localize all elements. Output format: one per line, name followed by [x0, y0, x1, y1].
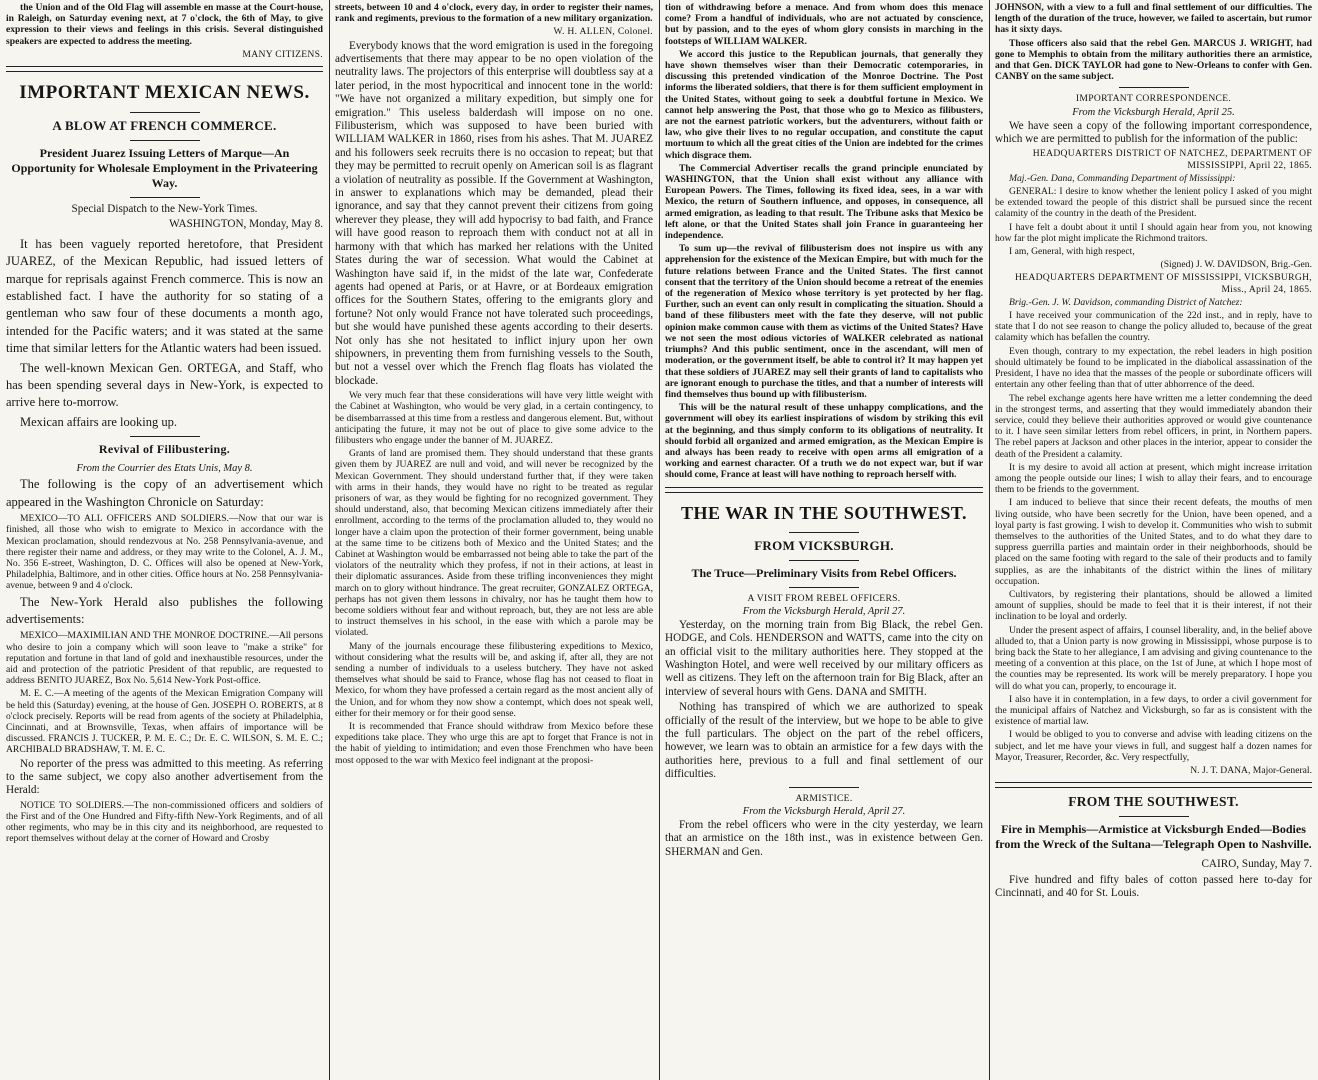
- deck-letters-of-marque: President Juarez Issuing Letters of Marque—An Opportunity for Wholesale Employment in the Privateering Way.: [11, 146, 318, 191]
- subhead-french-commerce: A BLOW AT FRENCH COMMERCE.: [52, 118, 277, 134]
- letter-paragraph: I also have it in contemplation, in a few days, to order a civil government for the municipal affairs of Natchez and Vicksburgh, so far as is consistent with the existence of martial law.: [995, 693, 1312, 728]
- dateline: WASHINGTON, Monday, May 8.: [169, 218, 323, 231]
- article-paragraph: This will be the natural result of these unhappy complications, and the government will obey its earliest inspirations of wisdom by striking this evil at the beginning, and thus simply conform to its obligations of neutrality. It should forbid all organized and armed emigration, as the Mexican Empire is and always has been ready to receive with open arms all emigration of a working and earnest character. Of a truth we do not expect war, but if war should come, France at least will have nothing to reproach herself with.: [665, 402, 983, 481]
- source-line: From the Vicksburgh Herald, April 27.: [742, 805, 906, 817]
- letter-addressee: Brig.-Gen. J. W. Davidson, commanding District of Natchez:: [1009, 296, 1243, 308]
- article-paragraph: It has been vaguely reported heretofore, that President JUAREZ, of the Mexican Republic, had issued letters of marque for reprisals against French commerce. This is now an established fact. I have the authority for so stating of a gentleman who saw four of these documents a month ago, intended for the Pacific waters; and it was stated at the same time that similar letters for the Atlantic waters had been issued.: [6, 236, 323, 356]
- article-paragraph: Many of the journals encourage these filibustering expeditions to Mexico, without considering what the results will be, and asking if, after all, they are not sending a number of individuals to a useless butchery. They have not asked themselves what should be said to France, whose flag has not ceased to float in Mexico, for whom they have professed a certain regard as the most ancient ally of the Union, and for whom they now show a contempt, which does not speak well, either for their memory or for their good sense.: [335, 640, 653, 719]
- short-divider: [789, 787, 859, 788]
- section-title: ARMISTICE.: [795, 792, 853, 804]
- letter-heading: HEADQUARTERS DISTRICT OF NATCHEZ, DEPARTMENT OF MISSISSIPPI, April 22, 1865.: [1032, 148, 1312, 171]
- article-paragraph: Grants of land are promised them. They should understand that these grants given them by JUAREZ are null and void, and will never be recognized by the Mexican Government. They should understand further that, if they were taken with arms in their hands, they would have no right to be treated as regular prisoners of war, as they would be fighting for no recognized government. They should understand, also, that becoming Mexican citizens immediately after their enrollment, according to the terms of the proclamation alluded to, they would no longer have a claim upon the protection of their former government, being unable at the same time to be citizens both of Mexico and the United States; and the Cabinet at Washington would be embarrassed not being able to take the part of the violators of the neutrality which they profess, if not in their actions, at least in their diplomatic assurances. Aside from these trifling inconveniences they might march on to glory without hindrance. The great recruiter, GONZALEZ ORTEGA, perhaps has not given them lessons in chivalry, nor has he taught them how to become soldiers without fear and without reproach, but, they are not less are able to instruct themselves in his school, in the ease with which a parole may be violated.: [335, 448, 653, 639]
- article-paragraph: To sum up—the revival of filibusterism does not inspire us with any apprehension for the existence of the Mexican Empire, but with much for the future relations between France and the United States. The first cannot consent that the territory of the Union should become a retreat of the enemies of the regeneration of Mexico whose territory is yet protected by her flag. Further, such an event can only result in complicating the situation. Should a band of these filibusters meet with the fate they deserve, will not public opinion make common cause with them as victims of the United States? Have we not seen the most odious victories of WALKER celebrated as national triumphs? And this public sentiment, once in the ascendant, will men of moderation, or the government itself, be able to control it? It may happen yet that these soldiers of JUAREZ may sell their grants of land to capitalists who are ignorant enough to purchase the titles, and that a number of interests will find themselves thus bound up with filibusterism.: [665, 243, 983, 400]
- article-paragraph: Nothing has transpired of which we are authorized to speak officially of the result of the interview, but we hope to be able to give the full particulars. The object on the part of the rebel officers, however, we learn was to obtain an armistice for a few days with the authorities here, previous to a full and final settlement of our difficulties.: [665, 701, 983, 781]
- column-2: [329, 2, 659, 1078]
- advertisement-continued: streets, between 10 and 4 o'clock, every day, in order to register their names, rank and regiments, previous to the formation of a new military organization.: [335, 2, 653, 25]
- letter-paragraph: It is my desire to avoid all action at present, which might increase irritation among the people outside our lines; I wish to allay their fears, and to encourage them to be friends to the government.: [995, 461, 1312, 496]
- letter-paragraph: Under the present aspect of affairs, I counsel liberality, and, in the belief above alluded to, that a Union party is now growing in Mississippi, whose purpose is to bring back the State to her allegiance, I am advising and giving countenance to the meeting of a convention at this place, on the 1st of June, at which I hope most of the counties may be represented. Its work will be merely preparatory. I hope you will do what you can, properly, to encourage it.: [995, 624, 1312, 692]
- advertisement: NOTICE TO SOLDIERS.—The non-commissioned officers and soldiers of the First and of the One Hundred and Fifty-fifth New-York Regiments, and of all other regiments, who may be in this city and its neighborhood, are requested to report themselves without delay at the corner of Howard and Crosby: [6, 799, 323, 845]
- letter-paragraph: I have felt a doubt about it until I should again hear from you, not knowing how far the plot might implicate the Richmond traitors.: [995, 221, 1312, 244]
- source-line: From the Courrier des Etats Unis, May 8.: [76, 463, 253, 475]
- letter-paragraph: Cultivators, by registering their plantations, should be allowed a limited amount of supplies, should be made to feel that it is their interest, if not their inclination to be loyal and orderly.: [995, 588, 1312, 623]
- section-divider: [665, 487, 983, 493]
- short-divider: [1119, 87, 1189, 88]
- advertisement-signature: W. H. ALLEN, Colonel.: [553, 26, 653, 38]
- letter-addressee: Maj.-Gen. Dana, Commanding Department of Mississippi:: [1009, 172, 1236, 184]
- article-paragraph: The well-known Mexican Gen. ORTEGA, and Staff, who has been spending several days in New-York, is expected to arrive here to-morrow.: [6, 360, 323, 410]
- deck-fire-memphis: Fire in Memphis—Armistice at Vicksburgh Ended—Bodies from the Wreck of the Sultana—Telegraph Open to Nashville.: [995, 822, 1312, 852]
- letter-closing: I am, General, with high respect,: [1009, 246, 1135, 258]
- article-paragraph: We accord this justice to the Republican journals, that generally they have shown themselves wiser than their Democratic cotemporaries, in discussing this pretended vindication of the Monroe Doctrine. The Post informs the liberated soldiers, that there is for them sufficient employment in the United States, without going to seek a doubtful fortune in Mexico. We cannot help answering the Post, that those who go to Mexico as filibusters, are not the earnest patriotic workers, but the adventurers, without faith or law, who give their lives to no regular occupation, and constitute the caput mortuum to which all the great cities of the Union are indebted for the crimes which disgrace them.: [665, 48, 983, 161]
- article-paragraph: tion of withdrawing before a menace. And from whom does this menace come? From a handful of individuals, who are not actuated by conscience, but by passion, and to the eyes of whom glory consists in marching in the footsteps of WILLIAM WALKER.: [665, 2, 983, 47]
- article-paragraph: Mexican affairs are looking up.: [20, 414, 178, 429]
- short-divider: [130, 140, 200, 141]
- short-divider: [130, 112, 200, 113]
- subhead-vicksburgh: FROM VICKSBURGH.: [754, 537, 894, 553]
- notice-signature: MANY CITIZENS.: [242, 48, 323, 60]
- article-paragraph: The Commercial Advertiser recalls the grand principle enunciated by WASHINGTON, that the Union shall exist without any alliance with European Powers. The Times, following its fixed idea, sees, in a war with Mexico, the return of Southern influence, and opposes, in consequence, all armed emigration, as leading to that result. The Tribune asks that Mexico be left alone, or that the United States shall join France in guaranteeing her independence.: [665, 162, 983, 242]
- article-paragraph: The New-York Herald also publishes the following advertisements:: [6, 594, 323, 626]
- article-paragraph: The following is the copy of an advertisement which appeared in the Washington Chronicle on Saturday:: [6, 477, 323, 509]
- short-divider: [130, 436, 200, 437]
- advertisement: M. E. C.—A meeting of the agents of the Mexican Emigration Company will be held this (Saturday) evening, at the house of Gen. JOSEPH O. ROBERTS, at 8 o'clock precisely. Reports will be read from agents of the society at Philadelphia, Cincinnati, and at Brownsville, Texas, when affairs of importance will be discussed. FRANCIS J. TUCKER, P. M. E. C.; Dr. E. C. WILSON, S. M. E. C.; ARCHIBALD BRADSHAW, T. M. E. C.: [6, 688, 323, 756]
- article-paragraph: Everybody knows that the word emigration is used in the foregoing advertisements that there may appear to be no open violation of the neutrality laws. The projectors of this enterprise will doubtless say at a later period, in the most hypocritical and innocent tone in the world: "We have not organized a military expedition, but simply one for emigration." This useless balderdash will impose on no one. Filibusterism, which was supposed to have been buried with WILLIAM WALKER in 1860, rises from his ashes. That M. JUAREZ and his followers seek recruits there is no occasion to repeat; but that they may be permitted to recruit openly on American soil is as flagrant a violation of neutrality as possible. If the Government at Washington, in answer to explanations which may be demanded, plead their ignorance, and say that they cannot prevent their citizens from going wherever they please, they will add hypocrisy to bad faith, and France will have good reason to reproach them with conduct not at all in harmony with that which has marked her relations with the United States during the war of secession. What would the Cabinet at Washington have said if, in the midst of the late war, Confederate agents had opened at Paris, or at Havre, or at Bordeaux emigration offices for the Southern States, offering to the emigrants glory and fortune? Not only would France not have tolerated such proceedings, but she would have punished these agents according to their deserts. Not only has she not hesitated to inflict injury upon her own shipowners, in preventing them from furnishing vessels to the South, but not a vessel over which the French flag floats has violated the blockade.: [335, 39, 653, 387]
- short-divider: [789, 587, 859, 588]
- column-4: [989, 2, 1318, 1078]
- dispatch-line: Special Dispatch to the New-York Times.: [71, 203, 258, 216]
- column-3: [659, 2, 989, 1078]
- source-line: From the Vicksburgh Herald, April 25.: [1072, 106, 1235, 118]
- article-paragraph: Those officers also said that the rebel Gen. MARCUS J. WRIGHT, had gone to Memphis to obtain from the military authorities there an armistice, and that Gen. DICK TAYLOR had gone to New-Orleans to confer with Gen. CANBY on the same subject.: [995, 37, 1312, 83]
- source-line: From the Vicksburgh Herald, April 27.: [742, 605, 906, 617]
- letter-paragraph: I have received your communication of the 22d inst., and in reply, have to state that I do not see reason to change the policy alluded to, because of the great calamity which has befallen the country.: [995, 310, 1312, 344]
- letter-paragraph: Even though, contrary to my expectation, the rebel leaders in high position should ultimately be found to be implicated in the diabolical assassination of the President, I have no idea that the masses of the people or subordinate officers will entertain any other feeling than that of utter abhorrence of the deed.: [995, 345, 1312, 391]
- short-divider: [789, 560, 859, 561]
- advertisement: MEXICO—TO ALL OFFICERS AND SOLDIERS.—Now that our war is finished, all those who wish to emigrate to Mexico in accordance with the Mexican proclamation, should rendezvous at No. 258 Pennsylvania-avenue, and there register their name and address, or they may write to the Colonel, A. J. M., No. 356 E-street, Washington, D. C. Offices will also be opened at New-York, Philadelphia, Baltimore, and in other cities. Office hours at No. 258 Pennsylvania-avenue, between 9 and 4 o'clock.: [6, 513, 323, 592]
- section-title: IMPORTANT CORRESPONDENCE.: [1075, 93, 1232, 105]
- deck-truce: The Truce—Preliminary Visits from Rebel Officers.: [691, 565, 957, 580]
- letter-paragraph: I would be obliged to you to converse and advise with leading citizens on the subject, and let me have your views in full, and suggest half a dozen names for Mayor, Treasurer, Recorder, &c. Very respectfully,: [995, 729, 1312, 763]
- section-title: A VISIT FROM REBEL OFFICERS.: [747, 592, 901, 604]
- letter-signature: (Signed) J. W. DAVIDSON, Brig.-Gen.: [1160, 259, 1312, 271]
- section-divider: [995, 782, 1312, 788]
- short-divider: [130, 197, 200, 198]
- article-paragraph: It is recommended that France should withdraw from Mexico before these expeditions take place. They who urge this are apt to forget that France is not in the habit of yielding to intimidation; and even those Frenchmen who have been most opposed to the war with Mexico feel indignant at the proposi-: [335, 721, 653, 766]
- article-paragraph: From the rebel officers who were in the city yesterday, we learn that an armistice on the 18th inst., was in existence between Gen. SHERMAN and Gen.: [665, 818, 983, 858]
- article-paragraph: Yesterday, on the morning train from Big Black, the rebel Gen. HODGE, and Cols. HENDERSON and WATTS, came into the city on an official visit to the military authorities here. They stopped at the Washington Hotel, and were well received by our military officers as well as citizens. They left on the afternoon train for Big Black, after an interview of several hours with Gens. DANA and SMITH.: [665, 618, 983, 698]
- article-paragraph: No reporter of the press was admitted to this meeting. As referring to the same subject, we copy also another advertisement from the Herald:: [6, 757, 323, 797]
- headline-mexican-news: IMPORTANT MEXICAN NEWS.: [19, 82, 310, 104]
- letter-signature: N. J. T. DANA, Major-General.: [1190, 765, 1312, 776]
- letter-paragraph: GENERAL: I desire to know whether the lenient policy I asked of you might be extended toward the people of this district shall be pursued since the recent calamity of the country in the death of the President.: [995, 186, 1312, 220]
- short-divider: [1119, 816, 1189, 817]
- article-paragraph: We have seen a copy of the following important correspondence, which we are permitted to publish for the information of the public:: [995, 119, 1312, 146]
- letter-heading: HEADQUARTERS DEPARTMENT OF MISSISSIPPI, VICKSBURGH, Miss., April 24, 1865.: [1014, 272, 1312, 295]
- notice-paragraph: the Union and of the Old Flag will assemble en masse at the Court-house, in Raleigh, on Saturday evening next, at 7 o'clock, the 6th of May, to give expression to their views and feelings in this crisis. Several distinguished speakers are expected to address the meeting.: [6, 2, 323, 47]
- article-paragraph: We very much fear that these considerations will have very little weight with the Cabinet at Washington, who would be very glad, in a certain contingency, to be disembarrassed at this time from a restless and dangerous element. But, without anticipating the future, it may not be out of place to give some advice to the filibusters who engage under the banner of M. JUAREZ.: [335, 390, 653, 446]
- dateline: CAIRO, Sunday, May 7.: [1201, 858, 1312, 871]
- column-1: [0, 2, 329, 1078]
- short-divider: [789, 532, 859, 533]
- headline-war-southwest: THE WAR IN THE SOUTHWEST.: [680, 502, 968, 523]
- letter-paragraph: The rebel exchange agents here have written me a letter condemning the deed in the strongest terms, and asserting that they would immediately abandon their service, could they believe their authorities approved or would give countenance to it. I have seen similar letters from rebel officers, in print, in Northern papers. The rebel papers at Jackson and other places in the interior, appear to consider the death of the President a calamity.: [995, 392, 1312, 460]
- headline-from-southwest: FROM THE SOUTHWEST.: [1068, 794, 1239, 810]
- section-divider: [6, 66, 323, 72]
- letter-paragraph: I am induced to believe that since their recent defeats, the mouths of men living outside, who have been secretly for the Union, have been opened, and a loyal party is fast growing. I wish to develop it. Communities who wish to submit themselves to the authorities of the United States, and to do what they dare to suppress guerrilla parties and maintain order in their neighborhoods, should be placed on the same footing with regard to the sale of their products and to family supplies, as are the inhabitants of the district within the lines of military occupation.: [995, 497, 1312, 587]
- advertisement: MEXICO—MAXIMILIAN AND THE MONROE DOCTRINE.—All persons who desire to join a company which will soon leave to "make a strike" for reputation and fortune in that land of gold and inexhaustible resources, under the aid and protection of the patriotic President of that republic, are requested to address BENITO JUAREZ, Box No. 5,614 New-York Post-office.: [6, 630, 323, 687]
- article-paragraph: Five hundred and fifty bales of cotton passed here to-day for Cincinnati, and 40 for St. Louis.: [995, 873, 1312, 900]
- subhead-revival: Revival of Filibustering.: [98, 442, 231, 457]
- article-paragraph: JOHNSON, with a view to a full and final settlement of our difficulties. The length of the duration of the truce, however, we failed to ascertain, but rumor has it sixty days.: [995, 2, 1312, 36]
